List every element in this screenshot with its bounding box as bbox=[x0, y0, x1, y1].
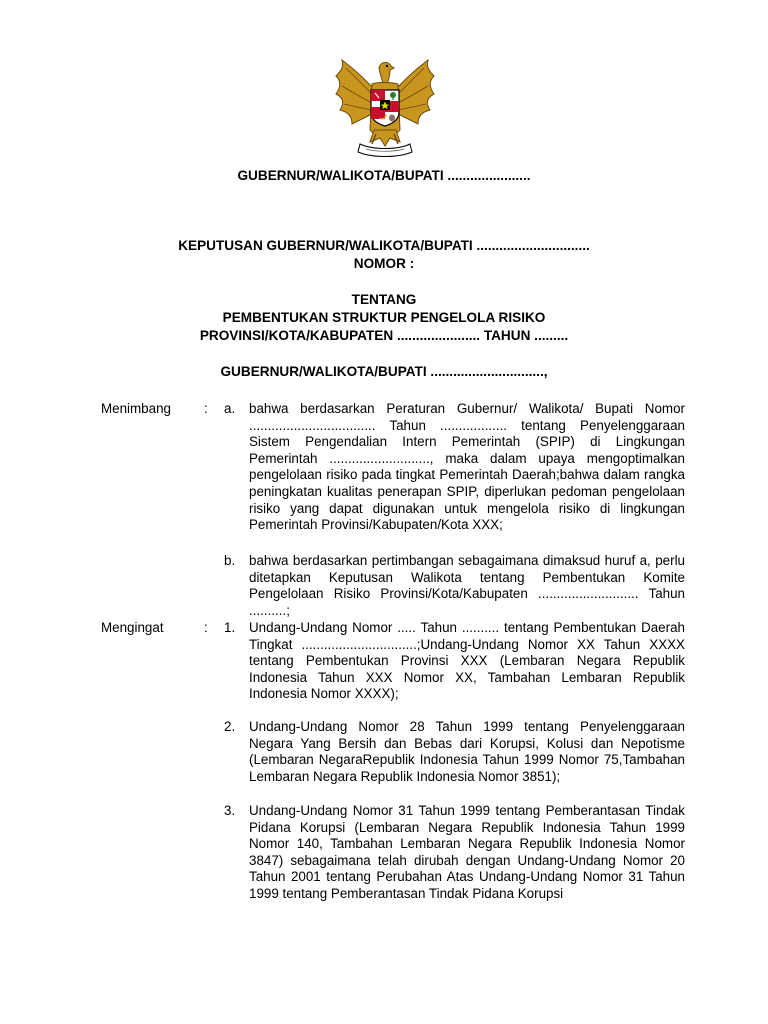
mengingat-colon: : bbox=[204, 620, 208, 635]
issuer-heading: GUBERNUR/WALIKOTA/BUPATI ...................... bbox=[237, 168, 531, 183]
list-item-marker: 3. bbox=[224, 803, 236, 818]
subject-line-1: PEMBENTUKAN STRUKTUR PENGELOLA RISIKO bbox=[222, 310, 546, 325]
decree-title: KEPUTUSAN GUBERNUR/WALIKOTA/BUPATI .............................. bbox=[178, 238, 590, 253]
mengingat-label: Mengingat bbox=[101, 620, 164, 635]
list-item-marker: a. bbox=[224, 401, 236, 416]
decree-number: NOMOR : bbox=[353, 256, 415, 271]
list-item-marker: 2. bbox=[224, 719, 236, 734]
authority-heading: GUBERNUR/WALIKOTA/BUPATI .............................., bbox=[220, 364, 548, 379]
mengingat-item-1: Undang-Undang Nomor ..... Tahun .......... tentang Pembentukan Daerah Tingkat ...............................;Undang-Undang Nomor XX Tahun XXXX tentang Pembentukan Provinsi XXX (Lembaran Negara Republik Indonesia Tahun XXX Nomor XX, Tambahan Lembaran Republik Indonesia Nomor XXXX); bbox=[249, 620, 685, 702]
menimbang-label: Menimbang bbox=[101, 401, 171, 416]
mengingat-item-2: Undang-Undang Nomor 28 Tahun 1999 tentang Penyelenggaraan Negara Yang Bersih dan Bebas dari Korupsi, Kolusi dan Nepotisme (Lembaran NegaraRepublik Indonesia Tahun 1999 Nomor 75,Tambahan Lembaran Negara Republik Indonesia Nomor 3851); bbox=[249, 719, 685, 784]
subject-line-2: PROVINSI/KOTA/KABUPATEN ...................... TAHUN ......... bbox=[199, 328, 569, 343]
list-item-marker: 1. bbox=[224, 620, 236, 635]
menimbang-item-b: bahwa berdasarkan pertimbangan sebagaimana dimaksud huruf a, perlu ditetapkan Keputusan Walikota tentang Pembentukan Komite Pengelolaan Risiko Provinsi/Kota/Kabupaten ........................... Tahun ..........; bbox=[249, 553, 685, 618]
about-label: TENTANG bbox=[351, 292, 417, 307]
menimbang-colon: : bbox=[204, 401, 208, 416]
garuda-emblem-icon bbox=[330, 54, 440, 162]
list-item-marker: b. bbox=[224, 553, 236, 568]
mengingat-item-3: Undang-Undang Nomor 31 Tahun 1999 tentang Pemberantasan Tindak Pidana Korupsi (Lembaran Negara Republik Indonesia Tahun 1999 Nomor 140, Tambahan Lembaran Negara Republik Indonesia Nomor 3847) sebagaimana telah dirubah dengan Undang-Undang Nomor 20 Tahun 2001 tentang Perubahan Atas Undang-Undang Nomor 31 Tahun 1999 tentang Pemberantasan Tindak Pidana Korupsi bbox=[249, 803, 685, 901]
menimbang-item-a: bahwa berdasarkan Peraturan Gubernur/ Walikota/ Bupati Nomor .................................. Tahun .................. tentang Penyelenggaraan Sistem Pengendalian Intern Pemerintah (SPIP) di Lingkungan Pemerintah ..........................., maka dalam upaya mengoptimalkan pengelolaan risiko pada tingkat Pemerintah Daerah;bahwa dalam rangka peningkatan kualitas penerapan SPIP, diperlukan pedoman pengelolaan risiko yang dapat digunakan untuk mengelola risiko di lingkungan Pemerintah Provinsi/Kabupaten/Kota XXX; bbox=[249, 401, 685, 533]
